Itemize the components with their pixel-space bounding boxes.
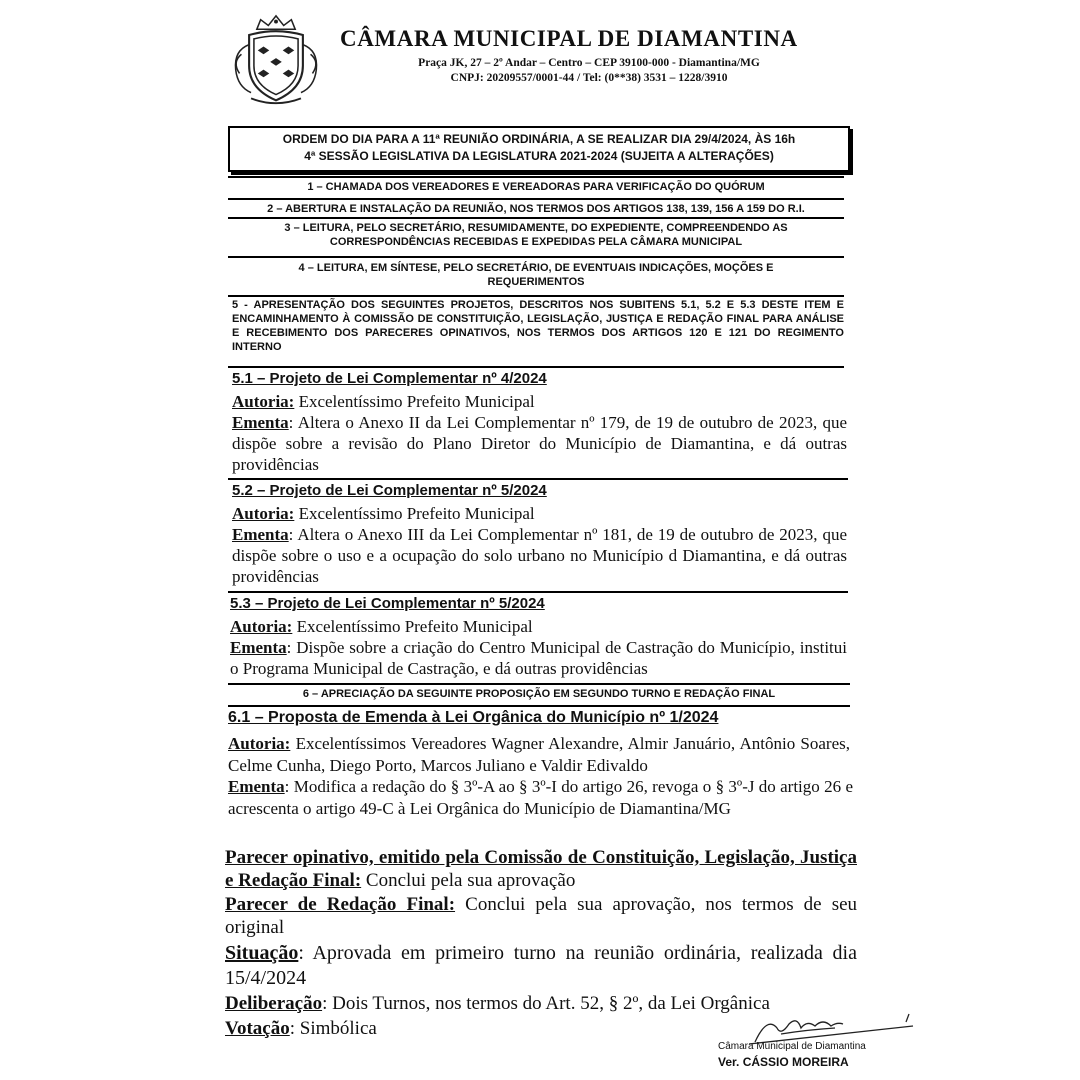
section-6-1-summary	[228, 776, 853, 820]
chamber-contact: CNPJ: 20209557/0001-44 / Tel: (0**38) 3531 – 1228/3910	[450, 72, 728, 84]
status-value: : Aprovada em primeiro turno na reunião ordinária, realizada dia 15/4/2024	[225, 942, 857, 989]
autoria-label: Autoria:	[232, 392, 295, 411]
opinion-label: Parecer opinativo, emitido pela Comissão de Constituição, Legislação, Justiça e Redação Final:	[225, 847, 857, 891]
final-drafting-opinion	[225, 893, 857, 939]
voting-value: : Simbólica	[289, 1018, 377, 1039]
section-6-1-authorship	[228, 733, 850, 777]
divider	[228, 176, 844, 178]
divider	[228, 705, 850, 707]
divider	[228, 217, 844, 219]
final-drafting-value: Conclui pela sua aprovação, nos termos de seu original	[225, 894, 858, 938]
divider	[228, 256, 844, 258]
divider	[228, 198, 844, 200]
deliberation-value: : Dois Turnos, nos termos do Art. 52, § 2º, da Lei Orgânica	[322, 993, 770, 1014]
order-of-day-title: ORDEM DO DIA PARA A 11ª REUNIÃO ORDINÁRIA, A SE REALIZAR DIA 29/4/2024, ÀS 16h	[282, 132, 796, 146]
section-5-1-title: 5.1 – Projeto de Lei Complementar nº 4/2024	[232, 370, 547, 387]
signature-name: Ver. CÁSSIO MOREIRA	[718, 1055, 849, 1069]
voting-label: Votação	[225, 1018, 290, 1039]
order-of-day-box	[228, 126, 850, 172]
status-paragraph	[225, 941, 857, 991]
section-5-2-summary	[232, 524, 847, 587]
ementa-label: Ementa	[232, 413, 289, 432]
section-5-2-title: 5.2 – Projeto de Lei Complementar nº 5/2024	[232, 482, 547, 499]
autoria-value: Excelentíssimos Vereadores Wagner Alexandre, Almir Januário, Antônio Soares, Celme Cunha, Diego Porto, Marcos Juliano e Valdir Edivaldo	[228, 734, 850, 775]
signature-institution: Câmara Municipal de Diamantina	[718, 1041, 866, 1052]
divider	[228, 591, 848, 593]
opinion-paragraph	[225, 846, 857, 892]
ementa-label: Ementa	[228, 777, 285, 796]
divider	[228, 366, 844, 368]
chamber-name: CÂMARA MUNICIPAL DE DIAMANTINA	[340, 26, 798, 51]
section-5-1-authorship	[232, 391, 847, 412]
autoria-label: Autoria:	[230, 617, 293, 636]
agenda-item-2: 2 – ABERTURA E INSTALAÇÃO DA REUNIÃO, NOS TERMOS DOS ARTIGOS 138, 139, 156 A 159 DO R.I.	[267, 203, 805, 215]
ementa-value: : Dispõe sobre a criação do Centro Municipal de Castração do Município, institui o Programa Municipal de Castração, e dá outras providências	[230, 638, 847, 678]
chamber-address: Praça JK, 27 – 2º Andar – Centro – CEP 39100-000 - Diamantina/MG	[418, 57, 760, 69]
final-drafting-label: Parecer de Redação Final:	[225, 894, 456, 915]
opinion-value: Conclui pela sua aprovação	[365, 870, 576, 891]
ementa-value: : Altera o Anexo II da Lei Complementar nº 179, de 19 de outubro de 2023, que dispõe sobre a revisão do Plano Diretor do Município de Diamantina, e dá outras providências	[232, 413, 847, 474]
agenda-item-6: 6 – APRECIAÇÃO DA SEGUINTE PROPOSIÇÃO EM SEGUNDO TURNO E REDAÇÃO FINAL	[302, 688, 776, 700]
section-5-3-title: 5.3 – Projeto de Lei Complementar nº 5/2024	[230, 595, 545, 612]
autoria-value: Excelentíssimo Prefeito Municipal	[298, 504, 535, 523]
divider	[228, 683, 850, 685]
section-5-1-summary	[232, 412, 847, 475]
autoria-value: Excelentíssimo Prefeito Municipal	[296, 617, 533, 636]
autoria-label: Autoria:	[228, 734, 291, 753]
section-5-2-authorship	[232, 503, 847, 524]
section-5-3-summary	[230, 637, 847, 679]
section-6-1-title: 6.1 – Proposta de Emenda à Lei Orgânica do Município nº 1/2024	[228, 709, 719, 726]
agenda-item-5: 5 - APRESENTAÇÃO DOS SEGUINTES PROJETOS, DESCRITOS NOS SUBITENS 5.1, 5.2 E 5.3 DESTE ITEM E ENCAMINHAMENTO À COMISSÃO DE CONSTITUIÇÃO, LEGISLAÇÃO, JUSTIÇA E REDAÇÃO FINAL PARA ANÁLISE E RECEBIMENTO DOS PARECERES OPINATIVOS, NOS TERMOS DOS ARTIGOS 120 E 121 DO REGIMENTO INTERNO	[232, 299, 844, 353]
section-5-3-authorship	[230, 616, 847, 637]
autoria-label: Autoria:	[232, 504, 295, 523]
deliberation-label: Deliberação	[225, 993, 323, 1014]
agenda-item-3: 3 – LEITURA, PELO SECRETÁRIO, RESUMIDAMENTE, DO EXPEDIENTE, COMPREENDENDO AS CORRESPONDÊNCIAS RECEBIDAS E EXPEDIDAS PELA CÂMARA MUNICIPAL	[284, 222, 788, 248]
ementa-label: Ementa	[230, 638, 287, 657]
ementa-value: : Modifica a redação do § 3º-A ao § 3º-I do artigo 26, revoga o § 3º-J do artigo 26 e acrescenta o artigo 49-C à Lei Orgânica do Município de Diamantina/MG	[228, 777, 853, 818]
divider	[228, 295, 844, 297]
ementa-value: : Altera o Anexo III da Lei Complementar nº 181, de 19 de outubro de 2023, que dispõe sobre o uso e a ocupação do solo urbano no Município d Diamantina, e dá outras providências	[232, 525, 847, 586]
autoria-value: Excelentíssimo Prefeito Municipal	[298, 392, 535, 411]
order-of-day-subtitle: 4ª SESSÃO LEGISLATIVA DA LEGISLATURA 2021-2024 (SUJEITA A ALTERAÇÕES)	[304, 149, 774, 163]
coat-of-arms-logo	[228, 12, 324, 108]
ementa-label: Ementa	[232, 525, 289, 544]
agenda-item-1: 1 – CHAMADA DOS VEREADORES E VEREADORAS PARA VERIFICAÇÃO DO QUÓRUM	[307, 181, 765, 193]
status-label: Situação	[225, 942, 299, 964]
agenda-item-4: 4 – LEITURA, EM SÍNTESE, PELO SECRETÁRIO, DE EVENTUAIS INDICAÇÕES, MOÇÕES E REQUERIMENTOS	[298, 262, 774, 288]
divider	[228, 478, 848, 480]
